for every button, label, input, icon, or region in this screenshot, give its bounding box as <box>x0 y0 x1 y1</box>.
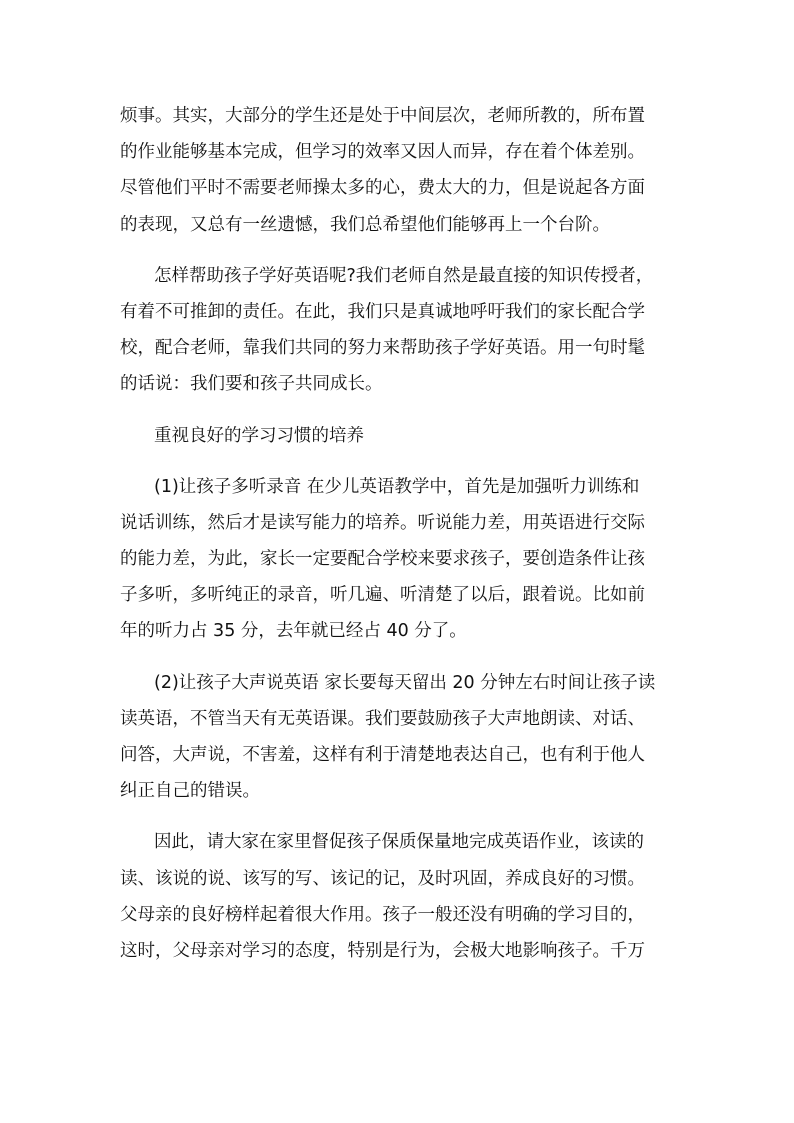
document-body <box>120 98 685 969</box>
text-line: 的能力差，为此，家长一定要配合学校来要求孩子，要创造条件让孩 <box>120 549 645 570</box>
text-line: 父母亲的良好榜样起着很大作用。孩子一般还没有明确的学习目的， <box>120 904 645 925</box>
text-line: 子多听，多听纯正的录音，听几遍、听清楚了以后，跟着说。比如前 <box>120 585 645 606</box>
text-line: 问答，大声说，不害羞，这样有利于清楚地表达自己，也有利于他人 <box>120 745 645 765</box>
text-line: 怎样帮助孩子学好英语呢?我们老师自然是最直接的知识传授者， <box>154 265 654 286</box>
paragraph-2 <box>120 258 685 403</box>
text-line: 读英语，不管当天有无英语课。我们要鼓励孩子大声地朗读、对话、 <box>120 708 645 729</box>
text-line: 的作业能够基本完成，但学习的效率又因人而异，存在着个体差别。 <box>120 142 645 163</box>
section-heading <box>120 418 685 454</box>
text-line: 有着不可推卸的责任。在此，我们只是真诚地呼吁我们的家长配合学 <box>120 301 645 322</box>
heading-line: 重视良好的学习习惯的培养 <box>154 425 364 446</box>
paragraph-gap <box>120 403 685 418</box>
paragraph-gap <box>120 454 685 469</box>
text-line: 年的听力占 35 分，去年就已经占 40 分了。 <box>120 621 467 642</box>
text-line: 说话训练，然后才是读写能力的培养。听说能力差，用英语进行交际 <box>120 512 645 533</box>
text-line: 尽管他们平时不需要老师操太多的心，费太大的力，但是说起各方面 <box>120 178 645 199</box>
text-line: 的表现，又总有一丝遗憾，我们总希望他们能够再上一个台阶。 <box>120 214 610 235</box>
paragraph-1 <box>120 98 685 243</box>
text-line: 的话说：我们要和孩子共同成长。 <box>120 374 383 395</box>
text-line: (2)让孩子大声说英语 家长要每天留出 20 分钟左右时间让孩子读 <box>154 672 656 693</box>
paragraph-gap <box>120 650 685 665</box>
text-line: 校，配合老师，靠我们共同的努力来帮助孩子学好英语。用一句时髦 <box>120 338 645 359</box>
paragraph-4 <box>120 665 685 810</box>
paragraph-gap <box>120 809 685 824</box>
text-line: 纠正自己的错误。 <box>120 781 260 802</box>
paragraph-3 <box>120 469 685 650</box>
paragraph-5 <box>120 824 685 969</box>
text-line: 烦事。其实，大部分的学生还是处于中间层次，老师所教的，所布置 <box>120 106 645 126</box>
paragraph-gap <box>120 243 685 258</box>
text-line: 因此，请大家在家里督促孩子保质保量地完成英语作业，该读的 <box>154 832 644 853</box>
text-line: 读、该说的说、该写的写、该记的记，及时巩固，养成良好的习惯。 <box>120 868 645 889</box>
text-line: (1)让孩子多听录音 在少儿英语教学中，首先是加强听力训练和 <box>154 476 640 497</box>
text-line: 这时，父母亲对学习的态度，特别是行为，会极大地影响孩子。千万 <box>120 940 645 961</box>
